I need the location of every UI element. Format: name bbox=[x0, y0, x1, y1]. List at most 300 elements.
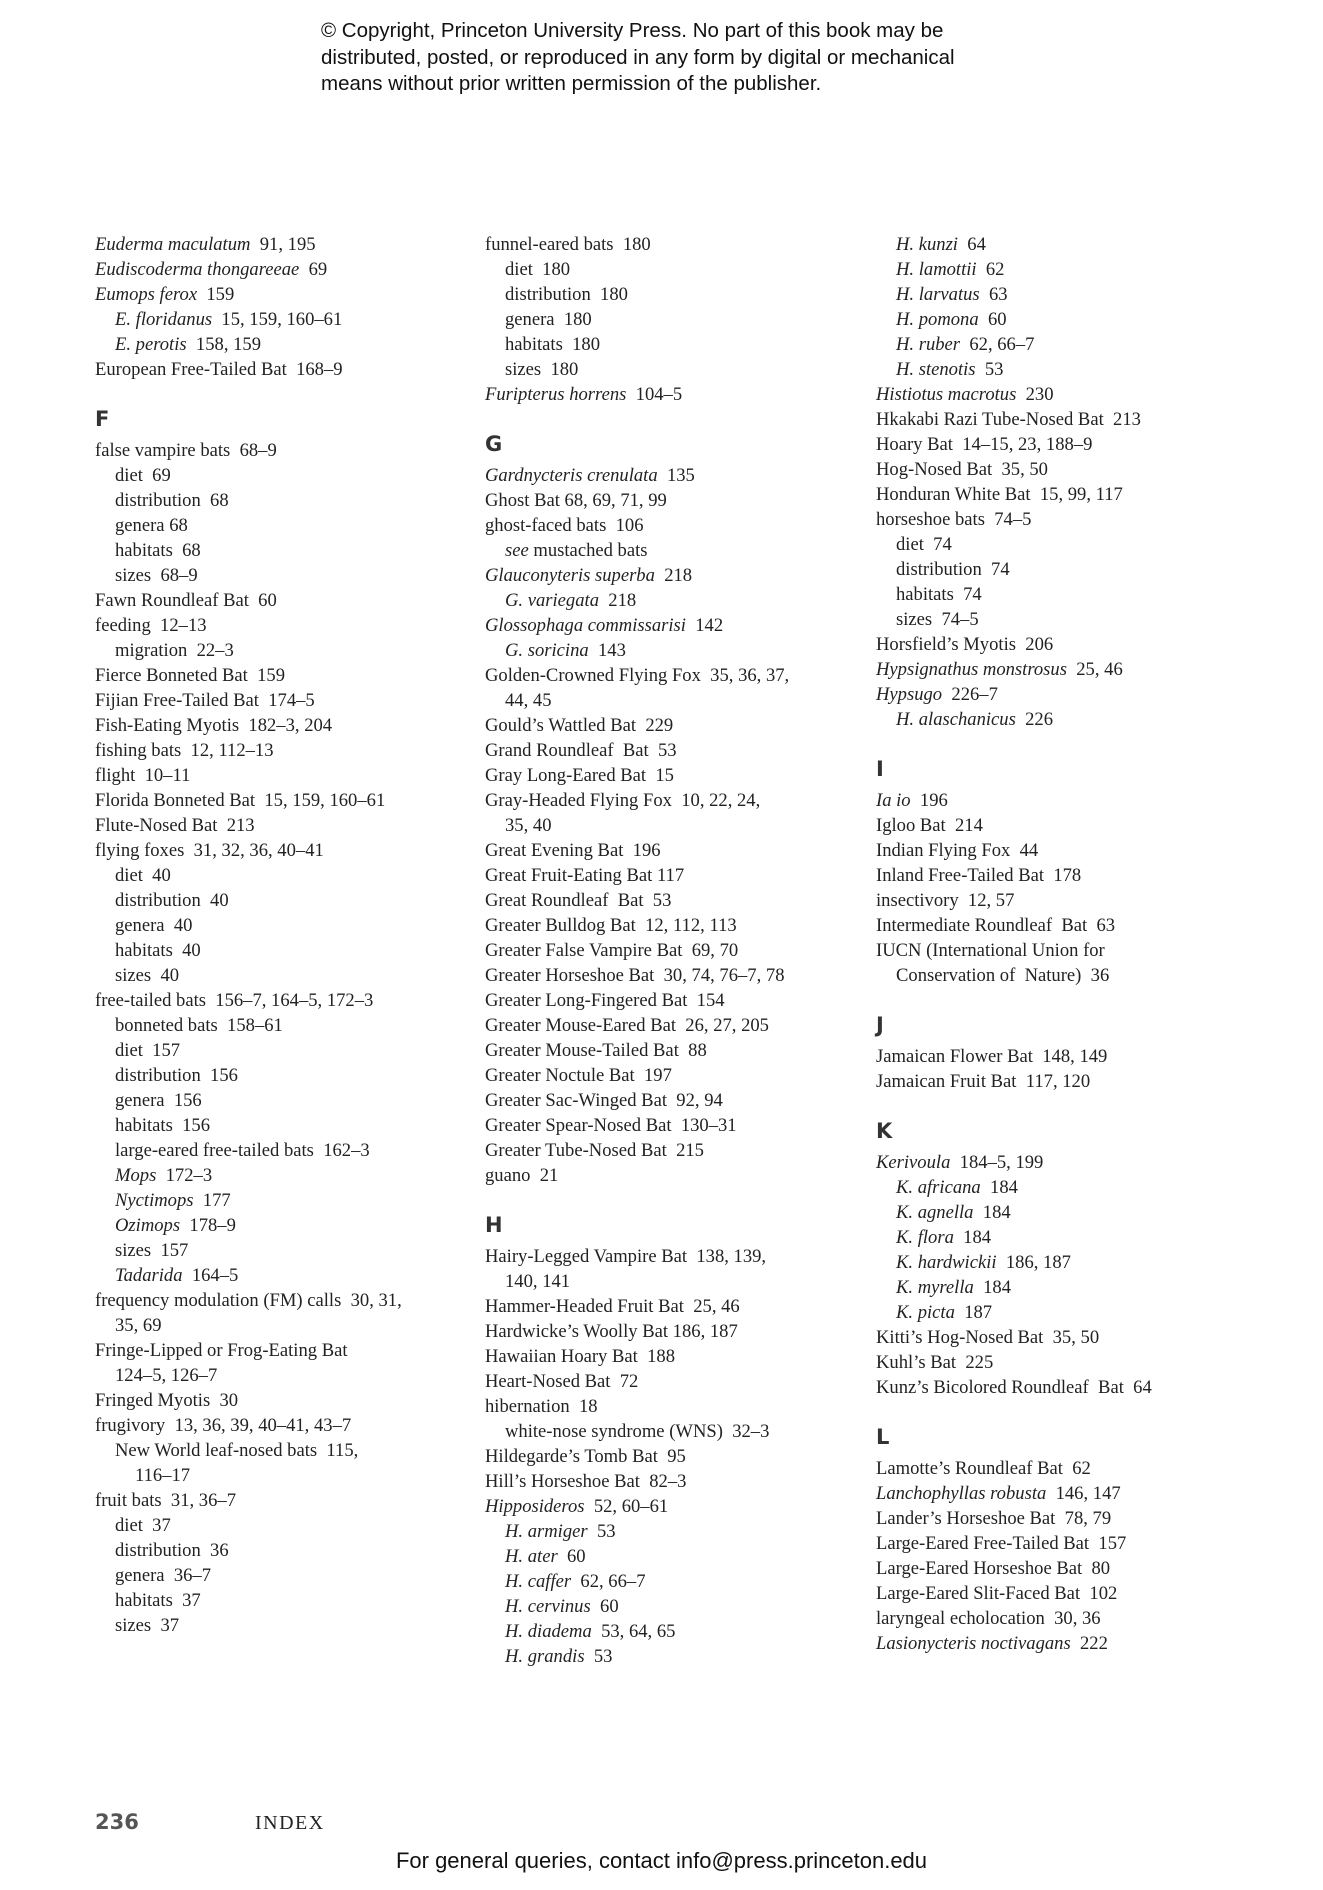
index-term-text: Hairy-Legged Vampire Bat 138, 139, bbox=[485, 1246, 767, 1267]
index-subentry bbox=[485, 538, 865, 563]
index-term-text: New World leaf-nosed bats 115, bbox=[115, 1440, 359, 1461]
index-term-text: 53 bbox=[975, 359, 1004, 380]
index-term-italic: Histiotus macrotus bbox=[876, 384, 1017, 405]
index-subentry bbox=[876, 307, 1256, 332]
index-term-text: habitats 37 bbox=[115, 1590, 201, 1611]
index-entry bbox=[876, 1631, 1256, 1656]
index-term-text: 15, 159, 160–61 bbox=[212, 309, 343, 330]
index-term-italic: Eudiscoderma thongareeae bbox=[95, 259, 300, 280]
index-term-text: 35, 40 bbox=[505, 815, 552, 836]
index-term-text: feeding 12–13 bbox=[95, 615, 207, 636]
index-term-text: Grand Roundleaf Bat 53 bbox=[485, 740, 677, 761]
index-term-text: 91, 195 bbox=[250, 234, 316, 255]
index-entry bbox=[876, 838, 1256, 863]
index-entry bbox=[485, 713, 865, 738]
index-subentry bbox=[95, 1038, 475, 1063]
index-term-text: IUCN (International Union for bbox=[876, 940, 1105, 961]
index-term-text: 64 bbox=[957, 234, 986, 255]
index-term-text: 222 bbox=[1070, 1633, 1108, 1654]
index-term-text: diet 180 bbox=[505, 259, 571, 280]
index-subentry bbox=[95, 1063, 475, 1088]
footer-contact: For general queries, contact info@press.princeton.edu bbox=[395, 1848, 928, 1873]
index-term-text: funnel-eared bats 180 bbox=[485, 234, 651, 255]
index-term-text: guano 21 bbox=[485, 1165, 559, 1186]
index-term-italic: G. soricina bbox=[505, 640, 589, 661]
index-subentry bbox=[876, 582, 1256, 607]
index-subentry bbox=[95, 1013, 475, 1038]
index-subentry bbox=[95, 963, 475, 988]
index-term-italic: Lasionycteris noctivagans bbox=[876, 1633, 1071, 1654]
index-term-text: Greater Long-Fingered Bat 154 bbox=[485, 990, 725, 1011]
index-subentry bbox=[876, 1300, 1256, 1325]
index-term-text: flight 10–11 bbox=[95, 765, 191, 786]
index-term-text: Jamaican Fruit Bat 117, 120 bbox=[876, 1071, 1091, 1092]
index-term-text: distribution 180 bbox=[505, 284, 628, 305]
index-term-text: mustached bats bbox=[528, 540, 648, 561]
index-entry bbox=[876, 1456, 1256, 1481]
index-term-text: 52, 60–61 bbox=[584, 1496, 669, 1517]
index-term-text: Hawaiian Hoary Bat 188 bbox=[485, 1346, 676, 1367]
index-entry bbox=[876, 1350, 1256, 1375]
index-term-text: Fringed Myotis 30 bbox=[95, 1390, 239, 1411]
index-term-text: sizes 68–9 bbox=[115, 565, 198, 586]
index-entry bbox=[485, 688, 865, 713]
index-entry bbox=[95, 688, 475, 713]
index-subentry bbox=[876, 607, 1256, 632]
index-entry bbox=[485, 1113, 865, 1138]
index-term-text: distribution 36 bbox=[115, 1540, 229, 1561]
index-term-text: Hoary Bat 14–15, 23, 188–9 bbox=[876, 434, 1093, 455]
index-subentry bbox=[95, 1513, 475, 1538]
index-entry bbox=[95, 357, 475, 382]
index-entry bbox=[876, 863, 1256, 888]
index-term-italic: Kerivoula bbox=[876, 1152, 951, 1173]
index-subentry bbox=[485, 1419, 865, 1444]
index-entry bbox=[876, 1481, 1256, 1506]
index-term-italic: H. lamottii bbox=[896, 259, 977, 280]
index-term-text: Gould’s Wattled Bat 229 bbox=[485, 715, 674, 736]
index-entry bbox=[95, 738, 475, 763]
index-entry bbox=[876, 963, 1256, 988]
index-term-text: Great Roundleaf Bat 53 bbox=[485, 890, 672, 911]
index-entry bbox=[95, 713, 475, 738]
index-entry bbox=[95, 257, 475, 282]
index-term-text: Fierce Bonneted Bat 159 bbox=[95, 665, 286, 686]
index-term-text: 140, 141 bbox=[505, 1271, 571, 1292]
index-term-text: diet 69 bbox=[115, 465, 171, 486]
index-subentry bbox=[95, 513, 475, 538]
index-term-italic: Glauconyteris superba bbox=[485, 565, 655, 586]
index-subentry bbox=[95, 1463, 475, 1488]
index-entry bbox=[876, 407, 1256, 432]
index-subentry bbox=[95, 1588, 475, 1613]
index-term-text: 124–5, 126–7 bbox=[115, 1365, 218, 1386]
index-entry bbox=[95, 1338, 475, 1363]
index-term-text: sizes 37 bbox=[115, 1615, 180, 1636]
index-entry bbox=[95, 282, 475, 307]
index-section-letter: L bbox=[876, 1425, 890, 1449]
copyright-line: distributed, posted, or reproduced in any form by digital or mechanical bbox=[321, 45, 955, 69]
index-term-text: sizes 157 bbox=[115, 1240, 189, 1261]
index-term-text: Horsfield’s Myotis 206 bbox=[876, 634, 1054, 655]
index-term-text: Heart-Nosed Bat 72 bbox=[485, 1371, 639, 1392]
index-term-text: Fawn Roundleaf Bat 60 bbox=[95, 590, 277, 611]
index-term-italic: H. caffer bbox=[505, 1571, 572, 1592]
index-term-text: Florida Bonneted Bat 15, 159, 160–61 bbox=[95, 790, 386, 811]
index-entry bbox=[876, 457, 1256, 482]
index-entry bbox=[95, 1363, 475, 1388]
index-entry bbox=[876, 382, 1256, 407]
index-entry bbox=[876, 432, 1256, 457]
index-term-text: 226 bbox=[1015, 709, 1054, 730]
index-term-text: 184–5, 199 bbox=[950, 1152, 1044, 1173]
index-subentry bbox=[95, 1088, 475, 1113]
index-term-text: large-eared free-tailed bats 162–3 bbox=[115, 1140, 370, 1161]
index-term-text: laryngeal echolocation 30, 36 bbox=[876, 1608, 1101, 1629]
index-term-text: 184 bbox=[980, 1177, 1018, 1198]
index-entry bbox=[876, 1375, 1256, 1400]
index-term-text: 226–7 bbox=[942, 684, 998, 705]
index-subentry bbox=[876, 232, 1256, 257]
index-subentry bbox=[876, 257, 1256, 282]
index-term-text: distribution 156 bbox=[115, 1065, 238, 1086]
index-subentry bbox=[95, 638, 475, 663]
index-term-text: Hog-Nosed Bat 35, 50 bbox=[876, 459, 1048, 480]
index-term-text: white-nose syndrome (WNS) 32–3 bbox=[505, 1421, 770, 1442]
index-subentry bbox=[95, 563, 475, 588]
index-term-text: Greater Horseshoe Bat 30, 74, 76–7, 78 bbox=[485, 965, 785, 986]
index-entry bbox=[485, 563, 865, 588]
index-term-text: Honduran White Bat 15, 99, 117 bbox=[876, 484, 1123, 505]
index-term-text: free-tailed bats 156–7, 164–5, 172–3 bbox=[95, 990, 374, 1011]
index-subentry bbox=[95, 863, 475, 888]
index-subentry bbox=[485, 1619, 865, 1644]
index-term-text: Fijian Free-Tailed Bat 174–5 bbox=[95, 690, 315, 711]
index-entry bbox=[485, 738, 865, 763]
index-term-text: migration 22–3 bbox=[115, 640, 234, 661]
index-term-text: 60 bbox=[557, 1546, 586, 1567]
copyright-line: means without prior written permission of the publisher. bbox=[321, 72, 822, 95]
index-term-text: frequency modulation (FM) calls 30, 31, bbox=[95, 1290, 402, 1311]
index-entry bbox=[95, 1313, 475, 1338]
index-term-text: Inland Free-Tailed Bat 178 bbox=[876, 865, 1082, 886]
index-subentry bbox=[95, 332, 475, 357]
index-term-italic: Lanchophyllas robusta bbox=[876, 1483, 1047, 1504]
running-head: INDEX bbox=[255, 1812, 325, 1834]
index-term-italic: H. kunzi bbox=[896, 234, 958, 255]
index-subentry bbox=[876, 707, 1256, 732]
index-term-text: Lander’s Horseshoe Bat 78, 79 bbox=[876, 1508, 1112, 1529]
index-term-text: 196 bbox=[910, 790, 948, 811]
index-term-text: Fish-Eating Myotis 182–3, 204 bbox=[95, 715, 333, 736]
index-entry bbox=[95, 763, 475, 788]
index-term-italic: Euderma maculatum bbox=[95, 234, 251, 255]
index-term-italic: H. pomona bbox=[896, 309, 979, 330]
index-subentry bbox=[876, 357, 1256, 382]
index-term-text: false vampire bats 68–9 bbox=[95, 440, 277, 461]
index-column-3 bbox=[876, 232, 1256, 1656]
index-entry bbox=[876, 888, 1256, 913]
index-entry bbox=[876, 1606, 1256, 1631]
index-term-text: Flute-Nosed Bat 213 bbox=[95, 815, 255, 836]
index-entry bbox=[485, 788, 865, 813]
index-term-text: 184 bbox=[973, 1202, 1011, 1223]
index-term-text: Ghost Bat 68, 69, 71, 99 bbox=[485, 490, 667, 511]
index-term-italic: Hipposideros bbox=[485, 1496, 585, 1517]
index-term-text: 60 bbox=[978, 309, 1007, 330]
index-entry bbox=[485, 1013, 865, 1038]
index-term-text: Hardwicke’s Woolly Bat 186, 187 bbox=[485, 1321, 738, 1342]
index-term-text: Intermediate Roundleaf Bat 63 bbox=[876, 915, 1116, 936]
index-subentry bbox=[876, 1250, 1256, 1275]
index-term-text: genera 68 bbox=[115, 515, 188, 536]
index-term-text: habitats 180 bbox=[505, 334, 601, 355]
index-term-text: Greater Tube-Nosed Bat 215 bbox=[485, 1140, 704, 1161]
index-term-text: Golden-Crowned Flying Fox 35, 36, 37, bbox=[485, 665, 790, 686]
index-term-text: hibernation 18 bbox=[485, 1396, 598, 1417]
index-term-italic: Mops bbox=[115, 1165, 157, 1186]
index-entry bbox=[95, 1288, 475, 1313]
index-entry bbox=[485, 513, 865, 538]
index-entry bbox=[485, 963, 865, 988]
index-entry bbox=[876, 813, 1256, 838]
index-term-text: Kuhl’s Bat 225 bbox=[876, 1352, 994, 1373]
index-subentry bbox=[485, 1644, 865, 1669]
copyright-line: © Copyright, Princeton University Press. No part of this book may be bbox=[321, 19, 944, 42]
index-term-text: Large-Eared Free-Tailed Bat 157 bbox=[876, 1533, 1127, 1554]
index-term-italic: Nyctimops bbox=[115, 1190, 194, 1211]
index-subentry bbox=[95, 888, 475, 913]
index-entry bbox=[485, 1163, 865, 1188]
index-term-italic: H. larvatus bbox=[896, 284, 980, 305]
index-subentry bbox=[876, 1200, 1256, 1225]
index-term-italic: K. agnella bbox=[896, 1202, 974, 1223]
index-column-2 bbox=[485, 232, 865, 1669]
index-term-italic: H. ater bbox=[505, 1546, 558, 1567]
index-term-text: Greater Mouse-Tailed Bat 88 bbox=[485, 1040, 707, 1061]
index-entry bbox=[485, 1344, 865, 1369]
index-term-text: flying foxes 31, 32, 36, 40–41 bbox=[95, 840, 324, 861]
index-term-italic: H. diadema bbox=[505, 1621, 592, 1642]
index-term-italic: Glossophaga commissarisi bbox=[485, 615, 686, 636]
index-term-text: Jamaican Flower Bat 148, 149 bbox=[876, 1046, 1108, 1067]
index-term-italic: K. picta bbox=[896, 1302, 955, 1323]
index-entry bbox=[876, 632, 1256, 657]
index-term-italic: see bbox=[505, 540, 529, 561]
index-term-text: 218 bbox=[654, 565, 693, 586]
index-section-letter: H bbox=[485, 1213, 503, 1237]
index-term-text: Kunz’s Bicolored Roundleaf Bat 64 bbox=[876, 1377, 1152, 1398]
index-term-italic: Hypsignathus monstrosus bbox=[876, 659, 1067, 680]
index-entry bbox=[485, 888, 865, 913]
index-entry bbox=[95, 232, 475, 257]
index-entry bbox=[876, 938, 1256, 963]
index-term-text: Indian Flying Fox 44 bbox=[876, 840, 1039, 861]
index-entry bbox=[485, 1394, 865, 1419]
index-term-text: Greater Noctule Bat 197 bbox=[485, 1065, 672, 1086]
index-term-text: genera 36–7 bbox=[115, 1565, 212, 1586]
index-term-text: genera 40 bbox=[115, 915, 193, 936]
index-entry bbox=[485, 1138, 865, 1163]
index-subentry bbox=[876, 532, 1256, 557]
index-term-italic: Ozimops bbox=[115, 1215, 181, 1236]
index-term-text: 69 bbox=[299, 259, 328, 280]
index-term-text: habitats 40 bbox=[115, 940, 201, 961]
index-entry bbox=[485, 1294, 865, 1319]
index-entry bbox=[485, 1244, 865, 1269]
index-entry bbox=[95, 438, 475, 463]
index-entry bbox=[95, 788, 475, 813]
index-entry bbox=[485, 488, 865, 513]
index-term-text: Greater Spear-Nosed Bat 130–31 bbox=[485, 1115, 737, 1136]
index-term-text: Gray Long-Eared Bat 15 bbox=[485, 765, 674, 786]
index-entry bbox=[485, 1038, 865, 1063]
index-term-text: 62, 66–7 bbox=[960, 334, 1035, 355]
index-subentry bbox=[95, 938, 475, 963]
index-subentry bbox=[95, 307, 475, 332]
index-term-text: horseshoe bats 74–5 bbox=[876, 509, 1032, 530]
index-entry bbox=[876, 1150, 1256, 1175]
index-subentry bbox=[485, 1594, 865, 1619]
index-term-text: Great Evening Bat 196 bbox=[485, 840, 661, 861]
index-subentry bbox=[95, 1538, 475, 1563]
index-term-italic: E. perotis bbox=[115, 334, 187, 355]
index-term-text: 158, 159 bbox=[186, 334, 261, 355]
index-entry bbox=[95, 1388, 475, 1413]
index-term-text: European Free-Tailed Bat 168–9 bbox=[95, 359, 343, 380]
index-term-text: insectivory 12, 57 bbox=[876, 890, 1015, 911]
index-term-text: 116–17 bbox=[135, 1465, 191, 1486]
index-term-text: 143 bbox=[588, 640, 626, 661]
index-term-italic: E. floridanus bbox=[115, 309, 213, 330]
index-subentry bbox=[485, 1519, 865, 1544]
index-term-text: habitats 156 bbox=[115, 1115, 211, 1136]
index-subentry bbox=[95, 1163, 475, 1188]
index-term-text: 62 bbox=[976, 259, 1005, 280]
index-entry bbox=[95, 613, 475, 638]
index-term-text: 177 bbox=[193, 1190, 231, 1211]
index-term-text: sizes 40 bbox=[115, 965, 180, 986]
index-subentry bbox=[95, 1613, 475, 1638]
index-term-text: Greater Mouse-Eared Bat 26, 27, 205 bbox=[485, 1015, 769, 1036]
index-subentry bbox=[876, 1275, 1256, 1300]
index-entry bbox=[485, 1319, 865, 1344]
index-entry bbox=[485, 813, 865, 838]
index-term-italic: Eumops ferox bbox=[95, 284, 198, 305]
index-term-text: fruit bats 31, 36–7 bbox=[95, 1490, 236, 1511]
index-term-text: frugivory 13, 36, 39, 40–41, 43–7 bbox=[95, 1415, 352, 1436]
index-term-text: diet 157 bbox=[115, 1040, 181, 1061]
index-entry bbox=[485, 663, 865, 688]
index-subentry bbox=[95, 1438, 475, 1463]
index-term-text: Large-Eared Slit-Faced Bat 102 bbox=[876, 1583, 1118, 1604]
index-entry bbox=[485, 988, 865, 1013]
index-term-text: Large-Eared Horseshoe Bat 80 bbox=[876, 1558, 1111, 1579]
index-entry bbox=[95, 1413, 475, 1438]
index-term-text: Hill’s Horseshoe Bat 82–3 bbox=[485, 1471, 687, 1492]
index-term-text: Fringe-Lipped or Frog-Eating Bat bbox=[95, 1340, 348, 1361]
index-term-text: 62, 66–7 bbox=[571, 1571, 646, 1592]
index-entry bbox=[876, 1531, 1256, 1556]
index-term-text: 146, 147 bbox=[1046, 1483, 1121, 1504]
index-term-text: 44, 45 bbox=[505, 690, 552, 711]
index-entry bbox=[485, 1369, 865, 1394]
index-entry bbox=[876, 482, 1256, 507]
index-subentry bbox=[95, 538, 475, 563]
index-entry bbox=[485, 232, 865, 257]
index-entry bbox=[485, 1088, 865, 1113]
index-term-text: 230 bbox=[1016, 384, 1054, 405]
index-entry bbox=[485, 763, 865, 788]
index-term-text: 164–5 bbox=[182, 1265, 239, 1286]
index-subentry bbox=[485, 638, 865, 663]
index-term-text: habitats 74 bbox=[896, 584, 982, 605]
index-subentry bbox=[95, 913, 475, 938]
index-subentry bbox=[485, 1569, 865, 1594]
index-subentry bbox=[95, 1113, 475, 1138]
index-subentry bbox=[876, 1175, 1256, 1200]
index-subentry bbox=[95, 1188, 475, 1213]
index-term-italic: K. flora bbox=[896, 1227, 954, 1248]
index-term-text: diet 37 bbox=[115, 1515, 171, 1536]
index-term-italic: K. myrella bbox=[896, 1277, 974, 1298]
index-subentry bbox=[485, 257, 865, 282]
index-term-italic: Hypsugo bbox=[876, 684, 943, 705]
index-term-italic: Ia io bbox=[876, 790, 911, 811]
index-entry bbox=[95, 1488, 475, 1513]
index-term-text: 35, 69 bbox=[115, 1315, 162, 1336]
index-term-text: 135 bbox=[657, 465, 695, 486]
index-term-text: Greater Bulldog Bat 12, 112, 113 bbox=[485, 915, 737, 936]
index-subentry bbox=[95, 463, 475, 488]
index-entry bbox=[95, 663, 475, 688]
index-term-text: sizes 74–5 bbox=[896, 609, 979, 630]
index-entry bbox=[485, 463, 865, 488]
index-subentry bbox=[95, 1563, 475, 1588]
index-entry bbox=[95, 988, 475, 1013]
index-entry bbox=[876, 1325, 1256, 1350]
index-subentry bbox=[485, 588, 865, 613]
index-subentry bbox=[485, 332, 865, 357]
index-term-text: 53 bbox=[587, 1521, 616, 1542]
index-entry bbox=[485, 613, 865, 638]
index-column-1 bbox=[95, 232, 475, 1638]
index-term-text: 184 bbox=[973, 1277, 1011, 1298]
index-entry bbox=[485, 1269, 865, 1294]
index-term-italic: K. africana bbox=[896, 1177, 981, 1198]
index-section-letter: F bbox=[95, 407, 110, 431]
index-term-text: Greater Sac-Winged Bat 92, 94 bbox=[485, 1090, 723, 1111]
index-term-text: diet 74 bbox=[896, 534, 952, 555]
index-entry bbox=[485, 382, 865, 407]
index-subentry bbox=[485, 357, 865, 382]
index-entry bbox=[876, 682, 1256, 707]
index-entry bbox=[876, 1069, 1256, 1094]
index-term-text: 104–5 bbox=[626, 384, 683, 405]
index-term-text: Hildegarde’s Tomb Bat 95 bbox=[485, 1446, 686, 1467]
index-term-text: ghost-faced bats 106 bbox=[485, 515, 644, 536]
index-section-letter: J bbox=[876, 1013, 884, 1037]
index-term-text: distribution 68 bbox=[115, 490, 229, 511]
index-term-italic: G. variegata bbox=[505, 590, 599, 611]
index-entry bbox=[876, 1581, 1256, 1606]
index-term-text: Igloo Bat 214 bbox=[876, 815, 983, 836]
index-term-text: habitats 68 bbox=[115, 540, 201, 561]
index-term-text: 53, 64, 65 bbox=[591, 1621, 676, 1642]
index-entry bbox=[485, 938, 865, 963]
index-term-text: genera 180 bbox=[505, 309, 592, 330]
index-term-text: distribution 74 bbox=[896, 559, 1010, 580]
